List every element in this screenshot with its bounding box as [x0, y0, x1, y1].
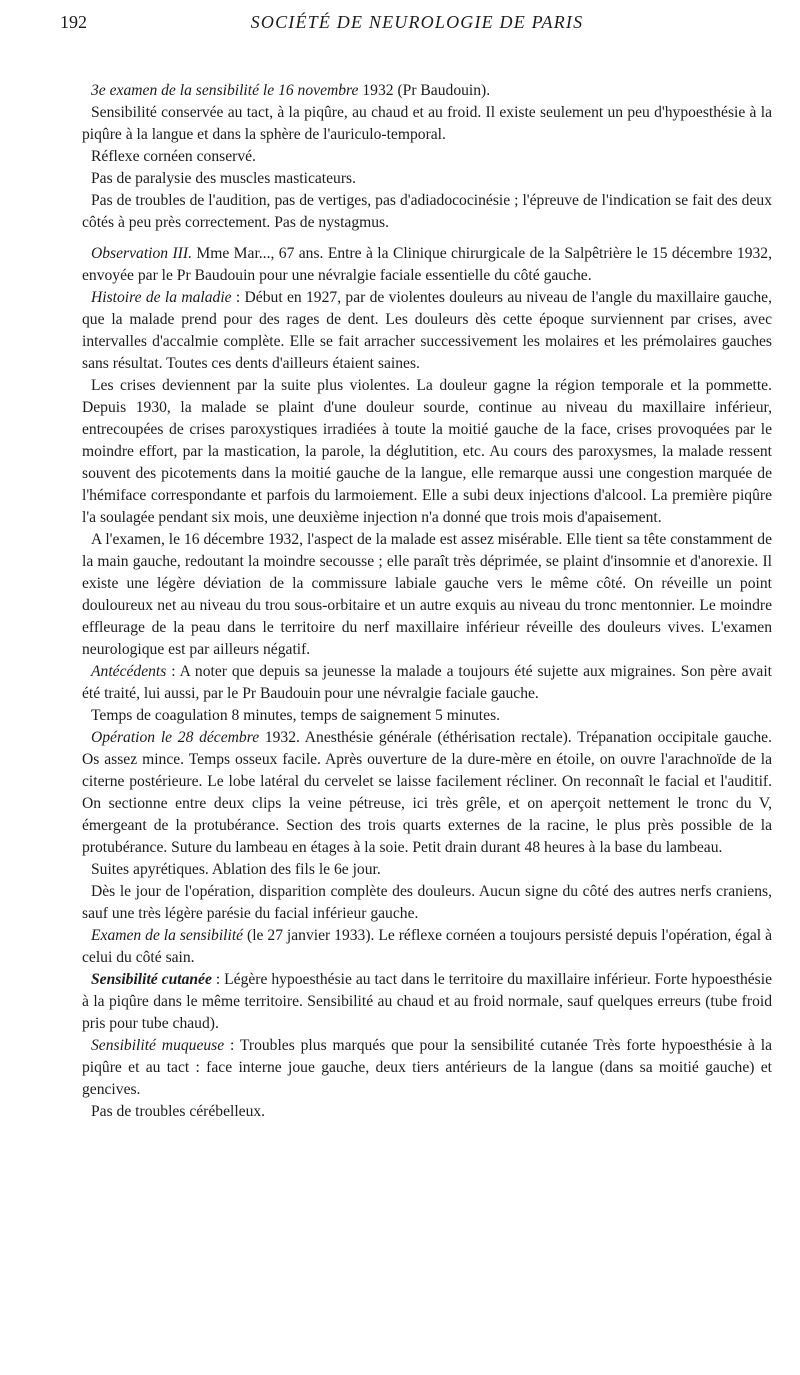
paragraph-lead: 3e examen de la sensibilité le 16 novembre — [91, 82, 359, 99]
paragraph-suites — [82, 859, 772, 881]
paragraph-mucous — [82, 1035, 772, 1101]
paragraph-crises — [82, 375, 772, 529]
paragraph-operation — [82, 727, 772, 859]
paragraph-masticator — [82, 168, 772, 190]
paragraph-lead: Sensibilité muqueuse — [91, 1037, 225, 1054]
running-title: SOCIÉTÉ DE NEUROLOGIE DE PARIS — [250, 12, 584, 32]
paragraph-text: : A noter que depuis sa jeunesse la malade a toujours été sujette aux migraines. Son père avait été traité, lui aussi, par le Pr Baudouin pour une névralgie faciale gauche. — [82, 663, 772, 702]
paragraph-examination — [82, 529, 772, 661]
paragraph-lead: Histoire de la maladie — [91, 289, 232, 306]
paragraph-text: Les crises deviennent par la suite plus violentes. La douleur gagne la région temporale et la pommette. Depuis 1930, la malade se plaint d'une douleur sourde, continue au niveau du maxillaire inférieur, entrecoupées de crises paroxystiques irradiées à toute la moitié gauche de la face, crises provoquées par le moindre effort, par la mastication, la parole, la déglutition, etc. Au cours des paroxysmes, la malade ressent souvent des picotements dans la moitié gauche de la langue, elle remarque aussi une congestion marquée de l'hémiface correspondante et parfois du larmoiement. Elle a subi deux injections d'alcool. La première piqûre l'a soulagée pendant six mois, une deuxième injection n'a donné que trois mois d'apaisement. — [82, 377, 772, 526]
paragraph-text: : Début en 1927, par de violentes douleurs au niveau de l'angle du maxillaire gauche, que la malade prend pour des rages de dent. Les douleurs dès cette époque surviennent par crises, avec intervalles d'accalmie complète. Elle se fait arracher successivement les molaires et les prémolaires gauches sans résultat. Toutes ces dents d'ailleurs étaient saines. — [82, 289, 772, 372]
page-header — [60, 12, 774, 52]
paragraph-text: 1932. Anesthésie générale (éthérisation rectale). Trépanation occipitale gauche. Os assez mince. Temps osseux facile. Après ouverture de la dure-mère en étoile, on ouvre l'arachnoïde de la citerne postérieure. Le lobe latéral du cervelet se laisse facilement récliner. On reconnaît le facial et l'auditif. On sectionne entre deux clips la veine pétreuse, ici très grêle, et on aperçoit nettement le tronc du V, émergeant de la protubérance. Section des trois quarts externes de la racine, le plus près possible de la protubérance. Suture du lambeau en étages à la soie. Petit drain durant 48 heures à la base du lambeau. — [82, 729, 772, 856]
paragraph-text: : Légère hypoesthésie au tact dans le territoire du maxillaire inférieur. Forte hypoesthésie à la piqûre dans le même territoire. Sensibilité au chaud et au froid normale, sauf quelques erreurs (tube froid pris pour tube chaud). — [82, 971, 772, 1032]
paragraph-text: A l'examen, le 16 décembre 1932, l'aspect de la malade est assez misérable. Elle tient sa tête constamment de la main gauche, redoutant la moindre secousse ; elle paraît très déprimée, se plaint d'insomnie et d'anorexie. Il existe une légère déviation de la commissure labiale gauche vers le même côté. On réveille un point douloureux net au niveau du trou sous-orbitaire et un autre exquis au niveau du tronc mentonnier. Le moindre effleurage de la peau dans le territoire du nerf maxillaire inférieur réveille des douleurs vives. L'examen neurologique est par ailleurs négatif. — [82, 531, 772, 658]
paragraph-text: Dès le jour de l'opération, disparition complète des douleurs. Aucun signe du côté des autres nerfs craniens, sauf une très légère parésie du facial inférieur gauche. — [82, 883, 772, 922]
paragraph-post-op — [82, 881, 772, 925]
paragraph-text: Suites apyrétiques. Ablation des fils le 6e jour. — [91, 861, 381, 878]
paragraph-cerebellar — [82, 1101, 772, 1123]
article-body — [82, 80, 772, 1123]
paragraph-text: Sensibilité conservée au tact, à la piqûre, au chaud et au froid. Il existe seulement un peu d'hypoesthésie à la piqûre à la langue et dans la sphère de l'auriculo-temporal. — [82, 104, 772, 143]
paragraph-lead: Observation III. — [91, 245, 192, 262]
paragraph-cutaneous — [82, 969, 772, 1035]
paragraph-text: Mme Mar..., 67 ans. Entre à la Clinique chirurgicale de la Salpêtrière le 15 décembre 1932, envoyée par le Pr Baudouin pour une névralgie faciale essentielle du côté gauche. — [82, 245, 773, 284]
paragraph-text: Pas de paralysie des muscles masticateurs. — [91, 170, 357, 187]
paragraph-observation-iii — [82, 243, 772, 287]
paragraph-coagulation — [82, 705, 772, 727]
paragraph-text: 1932 (Pr Baudouin). — [358, 82, 491, 99]
paragraph-third-exam — [82, 80, 772, 102]
paragraph-lead: Examen de la sensibilité — [91, 927, 244, 944]
paragraph-corneal-reflex — [82, 146, 772, 168]
paragraph-sensibility-exam — [82, 925, 772, 969]
paragraph-text: : Troubles plus marqués que pour la sensibilité cutanée Très forte hypoesthésie à la piqûre et au tact : face interne joue gauche, deux tiers antérieurs de la langue (dans sa moitié gauche) et gencives. — [82, 1037, 772, 1098]
page-number: 192 — [60, 12, 87, 32]
paragraph-lead: Sensibilité cutanée — [91, 971, 212, 988]
paragraph-audition — [82, 190, 772, 234]
paragraph-text: Pas de troubles de l'audition, pas de vertiges, pas d'adiadococinésie ; l'épreuve de l'indication se fait des deux côtés à peu près correctement. Pas de nystagmus. — [82, 192, 772, 231]
paragraph-antecedents — [82, 661, 772, 705]
paragraph-lead: Opération le 28 décembre — [91, 729, 260, 746]
paragraph-text: Temps de coagulation 8 minutes, temps de saignement 5 minutes. — [91, 707, 501, 724]
paragraph-sensibility — [82, 102, 772, 146]
paragraph-history — [82, 287, 772, 375]
paragraph-text: Réflexe cornéen conservé. — [91, 148, 256, 165]
paragraph-lead: Antécédents — [91, 663, 167, 680]
paragraph-text: (le 27 janvier 1933). Le réflexe cornéen a toujours persisté depuis l'opération, égal à celui du côté sain. — [82, 927, 772, 966]
paragraph-text: Pas de troubles cérébelleux. — [91, 1103, 266, 1120]
